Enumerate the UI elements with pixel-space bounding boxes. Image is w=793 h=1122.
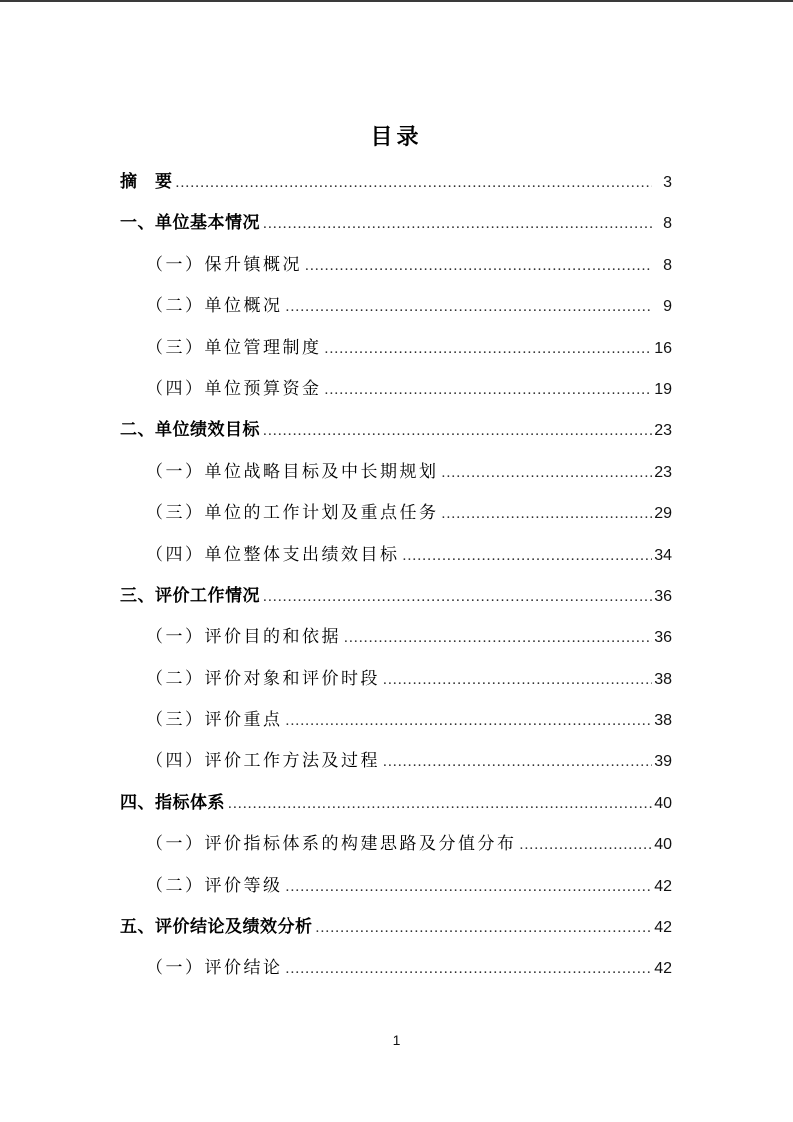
- toc-entry-label: （一）评价指标体系的构建思路及分值分布: [146, 834, 517, 854]
- toc-leader-dots: [520, 837, 653, 854]
- toc-leader-dots: [383, 672, 652, 689]
- toc-entry-page: 36: [654, 629, 672, 647]
- toc-entry-page: 3: [663, 174, 672, 191]
- toc-leader-dots: [383, 754, 652, 771]
- toc-leader-dots: [442, 465, 653, 482]
- toc-entry-page: 42: [654, 919, 672, 937]
- toc-entry: [120, 823, 672, 864]
- toc-entry-page: 40: [654, 794, 672, 812]
- toc-entry-label: （一）保升镇概况: [146, 254, 302, 274]
- page-top-edge: [0, 0, 793, 2]
- toc-entry: [120, 658, 672, 699]
- toc-entry-label: （三）单位管理制度: [146, 337, 322, 357]
- toc-entry-label: （一）单位战略目标及中长期规划: [146, 461, 439, 481]
- toc-entry-label: （三）评价重点: [146, 710, 283, 730]
- toc-entry: [120, 451, 672, 492]
- toc-entry-page: 36: [654, 587, 672, 605]
- toc-entry: [120, 202, 672, 243]
- toc-entry-page: 42: [654, 877, 672, 895]
- toc-entry: [120, 947, 672, 988]
- toc-entry-page: 38: [654, 670, 672, 688]
- toc-entry-label: 三、评价工作情况: [120, 585, 260, 605]
- toc-leader-dots: [286, 961, 653, 978]
- toc-list: [120, 161, 672, 989]
- toc-entry: [120, 244, 672, 285]
- toc-entry-page: 29: [654, 505, 672, 523]
- toc-entry-label: 五、评价结论及绩效分析: [120, 917, 313, 937]
- toc-entry-page: 8: [663, 256, 672, 274]
- toc-leader-dots: [403, 548, 653, 565]
- toc-entry: [120, 699, 672, 740]
- toc-entry: [120, 575, 672, 616]
- toc-entry-label: （二）评价等级: [146, 875, 283, 895]
- toc-entry-page: 9: [663, 298, 672, 316]
- toc-leader-dots: [286, 713, 653, 730]
- toc-entry-label: （一）评价结论: [146, 958, 283, 978]
- toc-leader-dots: [344, 630, 652, 647]
- toc-entry-page: 34: [654, 546, 672, 564]
- toc-entry: [120, 906, 672, 947]
- toc-entry-page: 19: [654, 380, 672, 398]
- toc-entry: [120, 327, 672, 368]
- toc-leader-dots: [325, 382, 653, 399]
- toc-entry: [120, 161, 672, 202]
- toc-leader-dots: [228, 796, 652, 813]
- toc-entry: [120, 534, 672, 575]
- toc-leader-dots: [286, 879, 653, 896]
- toc-entry-label: （二）评价对象和评价时段: [146, 668, 380, 688]
- toc-entry-page: 39: [654, 753, 672, 771]
- toc-leader-dots: [263, 216, 652, 233]
- toc-entry: [120, 740, 672, 781]
- toc-entry: [120, 409, 672, 450]
- toc-entry-label: 一、单位基本情况: [120, 213, 260, 233]
- toc-entry-label: （四）评价工作方法及过程: [146, 751, 380, 771]
- toc-entry: [120, 492, 672, 533]
- toc-entry: [120, 368, 672, 409]
- toc-entry-page: 16: [654, 339, 672, 357]
- toc-entry-label: 摘 要: [120, 172, 173, 191]
- toc-entry: [120, 865, 672, 906]
- toc-entry-label: 四、指标体系: [120, 792, 225, 812]
- toc-leader-dots: [316, 920, 653, 937]
- toc-entry: [120, 285, 672, 326]
- toc-entry-label: （四）单位预算资金: [146, 378, 322, 398]
- toc-leader-dots: [286, 299, 653, 316]
- toc-entry-label: （四）单位整体支出绩效目标: [146, 544, 400, 564]
- toc-leader-dots: [442, 506, 653, 523]
- toc-leader-dots: [305, 258, 652, 275]
- toc-entry-page: 23: [654, 422, 672, 440]
- page-title: 目录: [370, 124, 423, 149]
- toc-leader-dots: [263, 589, 652, 606]
- footer-page-number: 1: [392, 1032, 401, 1048]
- toc-entry-page: 23: [654, 463, 672, 481]
- toc-entry-label: （二）单位概况: [146, 296, 283, 316]
- toc-entry: [120, 616, 672, 657]
- toc-leader-dots: [176, 175, 653, 192]
- toc-leader-dots: [325, 341, 653, 358]
- toc-entry-page: 42: [654, 960, 672, 978]
- toc-entry: [120, 782, 672, 823]
- toc-entry-page: 40: [654, 836, 672, 854]
- toc-entry-label: （一）评价目的和依据: [146, 627, 341, 647]
- toc-entry-page: 38: [654, 712, 672, 730]
- toc-leader-dots: [263, 423, 652, 440]
- toc-entry-label: 二、单位绩效目标: [120, 420, 260, 440]
- toc-entry-page: 8: [663, 215, 672, 233]
- toc-entry-label: （三）单位的工作计划及重点任务: [146, 503, 439, 523]
